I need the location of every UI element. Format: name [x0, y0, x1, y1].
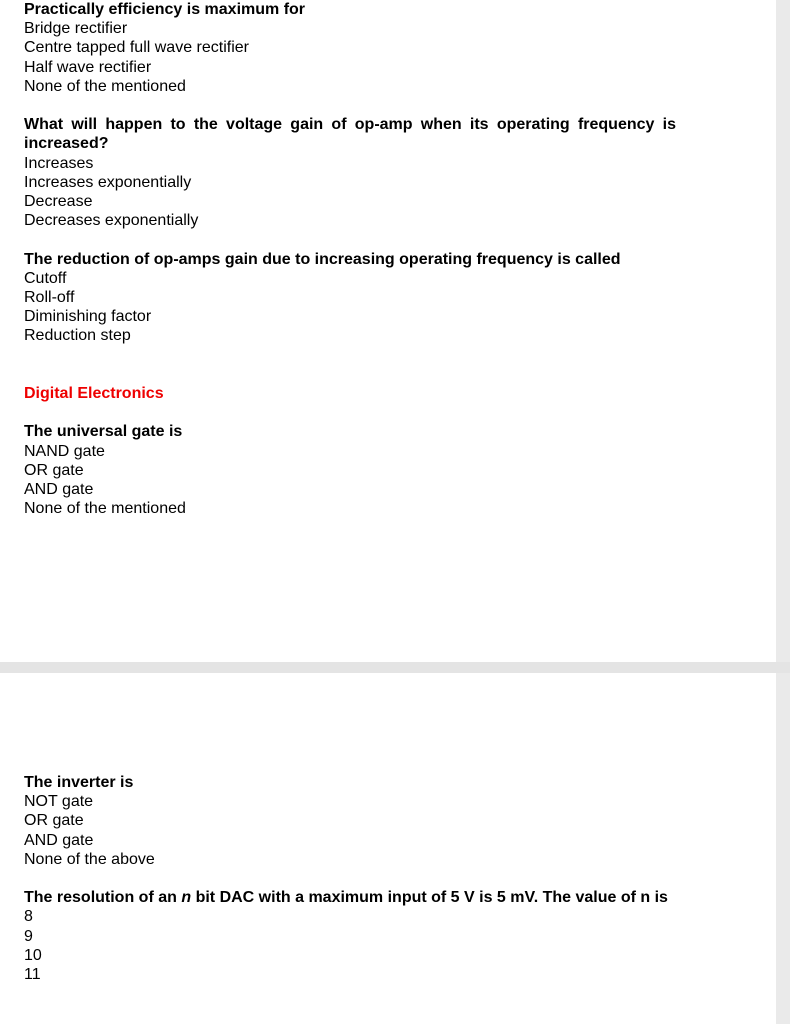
option-c: AND gate [24, 481, 94, 499]
document-page-2 [0, 673, 776, 1024]
option-a: Bridge rectifier [24, 20, 128, 38]
option-a: 8 [24, 908, 33, 926]
option-a: NAND gate [24, 442, 105, 460]
question-block-gain-reduction [24, 250, 676, 346]
option-b: OR gate [24, 812, 84, 830]
option-d: 11 [24, 966, 41, 984]
option-a: Increases [24, 154, 94, 172]
option-d: None of the mentioned [24, 500, 186, 518]
option-c: Decrease [24, 193, 93, 211]
option-d: None of the above [24, 850, 155, 868]
option-b: Roll-off [24, 289, 75, 307]
option-b: OR gate [24, 461, 84, 479]
option-d: Decreases exponentially [24, 212, 199, 230]
option-d: Reduction step [24, 327, 131, 345]
question-text: The universal gate is [24, 423, 183, 441]
section-title: Digital Electronics [24, 385, 164, 403]
option-b: Centre tapped full wave rectifier [24, 39, 249, 57]
option-b: 9 [24, 927, 33, 945]
question-text [24, 888, 676, 907]
option-c: AND gate [24, 831, 94, 849]
option-c: Half wave rectifier [24, 58, 152, 76]
question-block-rectifier [24, 0, 676, 96]
question-text: The inverter is [24, 774, 134, 791]
question-text: What will happen to the voltage gain of op-amp when its operating frequency is increased? [24, 116, 676, 153]
option-b: Increases exponentially [24, 173, 192, 191]
option-c: 10 [24, 946, 42, 964]
question-text: The reduction of op-amps gain due to increasing operating frequency is called [24, 250, 621, 268]
question-variable: n [181, 889, 192, 907]
question-text: Practically efficiency is maximum for [24, 1, 306, 18]
question-text-part2: bit DAC with a maximum input of 5 V is 5 mV. The value of n is [191, 889, 668, 907]
question-block-dac-resolution [24, 888, 676, 984]
question-block-universal-gate [24, 422, 676, 518]
option-a: Cutoff [24, 269, 67, 287]
question-block-inverter [24, 773, 676, 869]
option-a: NOT gate [24, 793, 94, 811]
page-side-margin [776, 0, 790, 1024]
question-block-voltage-gain [24, 115, 676, 230]
page-separator [0, 662, 790, 673]
option-d: None of the mentioned [24, 77, 186, 95]
option-c: Diminishing factor [24, 308, 152, 326]
question-text-part1: The resolution of an [24, 889, 182, 907]
